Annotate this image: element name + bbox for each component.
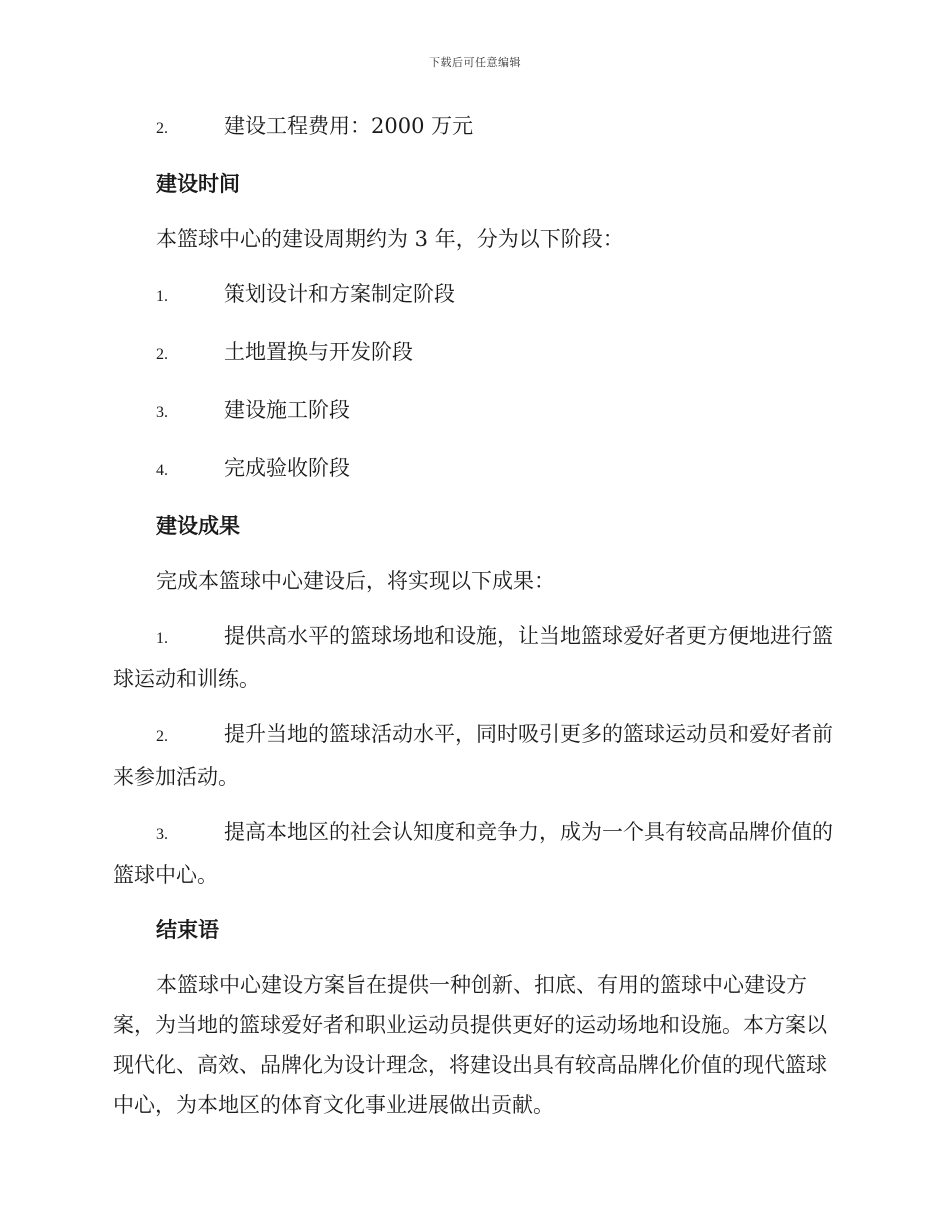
list-text: 提升当地的篮球活动水平，同时吸引更多的篮球运动员和爱好者前来参加活动。 (113, 722, 833, 789)
document-body (113, 106, 833, 1125)
schedule-list-item (156, 390, 833, 433)
list-number: 1. (156, 288, 168, 305)
list-text: 提供高水平的篮球场地和设施，让当地篮球爱好者更方便地进行篮球运动和训练。 (113, 624, 833, 691)
results-list-item (113, 714, 833, 797)
list-text: 提高本地区的社会认知度和竞争力，成为一个具有较高品牌价值的篮球中心。 (113, 820, 833, 887)
schedule-intro: 本篮球中心的建设周期约为 3 年，分为以下阶段： (156, 227, 624, 251)
section-heading-conclusion: 结束语 (156, 917, 219, 942)
results-list-item (113, 812, 833, 895)
cost-list-item (156, 106, 833, 149)
list-text: 建设施工阶段 (224, 398, 350, 422)
page-header: 下载后可任意编辑 (429, 56, 521, 69)
list-number: 4. (156, 462, 168, 479)
results-list-item (113, 616, 833, 699)
results-intro: 完成本篮球中心建设后，将实现以下成果： (156, 569, 555, 593)
list-number: 3. (156, 826, 168, 843)
list-text: 策划设计和方案制定阶段 (224, 282, 455, 306)
schedule-list-item (156, 448, 833, 491)
list-text: 土地置换与开发阶段 (224, 340, 413, 364)
conclusion-body: 本篮球中心建设方案旨在提供一种创新、扣底、有用的篮球中心建设方案，为当地的篮球爱好者和职业运动员提供更好的运动场地和设施。本方案以现代化、高效、品牌化为设计理念，将建设出具有较高品牌化价值的现代篮球中心，为本地区的体育文化事业进展做出贡献。 (113, 973, 827, 1117)
section-heading-schedule: 建设时间 (156, 171, 240, 196)
schedule-list-item (156, 332, 833, 375)
schedule-list-item (156, 274, 833, 317)
list-number: 2. (156, 728, 168, 745)
list-number: 2. (156, 346, 168, 363)
list-text: 完成验收阶段 (224, 456, 350, 480)
list-number: 3. (156, 404, 168, 421)
list-number: 1. (156, 630, 168, 647)
section-heading-results: 建设成果 (156, 513, 240, 538)
list-number: 2. (156, 120, 168, 137)
list-text: 建设工程费用：2000 万元 (224, 114, 474, 138)
